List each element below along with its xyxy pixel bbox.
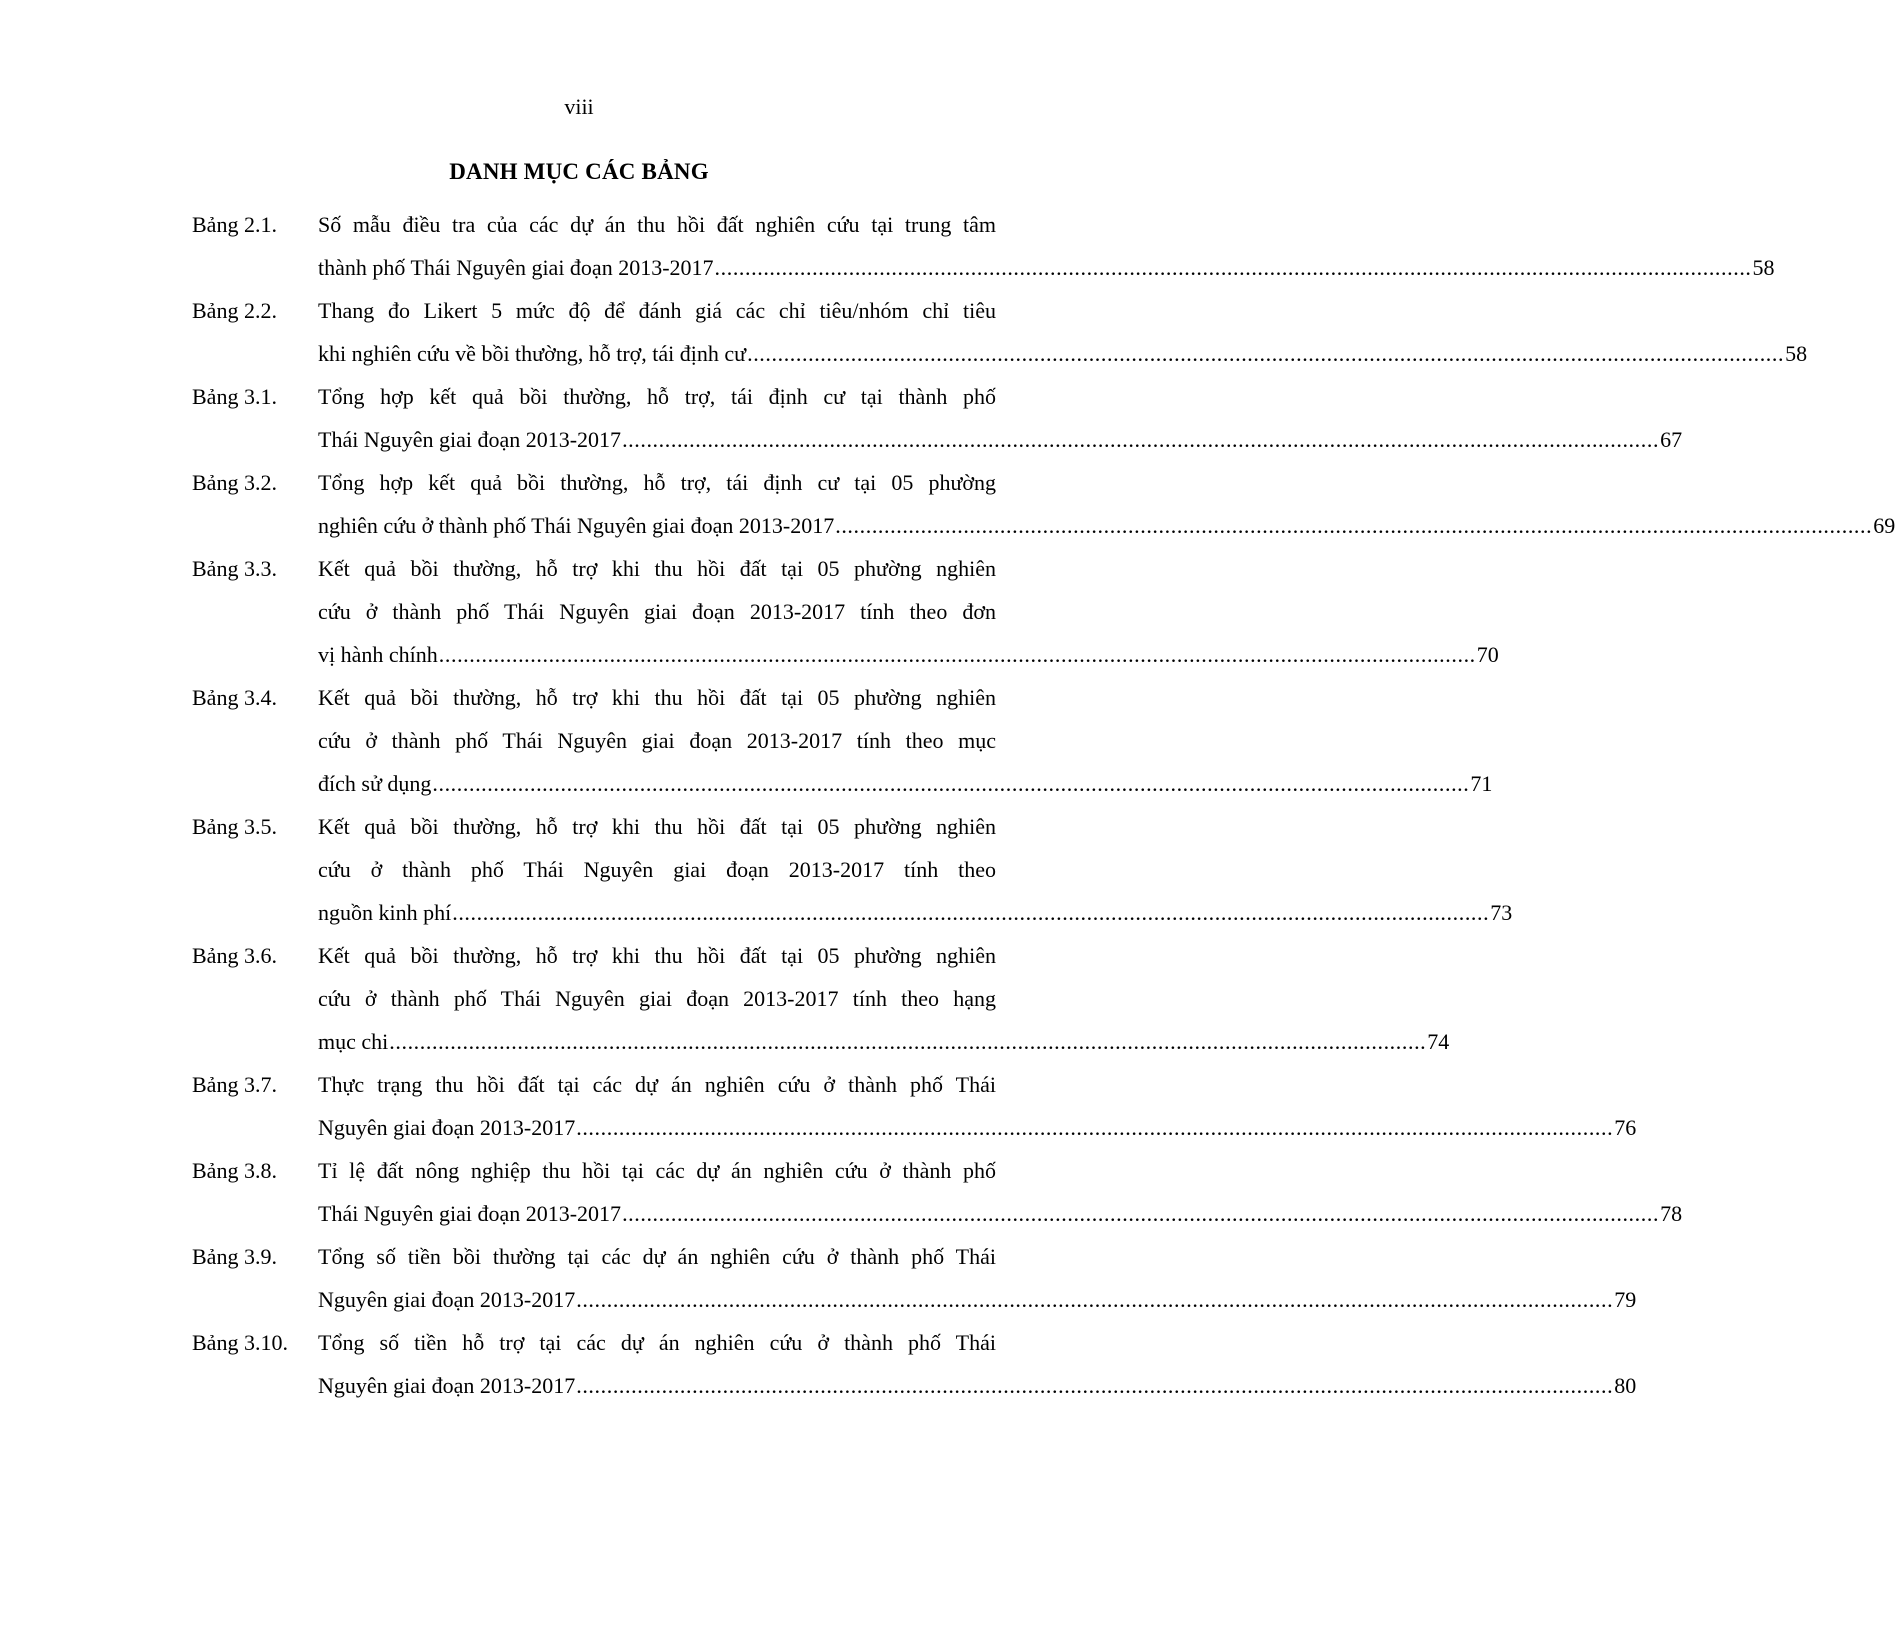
table-entry-text: Số mẫu điều tra của các dự án thu hồi đất nghiên cứu tại trung tâm (318, 212, 996, 237)
page-reference: 79 (1614, 1287, 1637, 1312)
table-entry (0, 805, 1513, 934)
table-entry-text: cứu ở thành phố Thái Nguyên giai đoạn 2013-2017 tính theo hạng (318, 986, 996, 1011)
dot-leader: .......................................................................................................................................................................... (452, 900, 1490, 925)
table-entry-line (0, 633, 1499, 676)
table-entry (0, 1235, 1637, 1321)
table-entry-line (0, 246, 1775, 289)
page-reference: 67 (1660, 427, 1683, 452)
table-entry (0, 289, 1808, 375)
table-entry-text: Thái Nguyên giai đoạn 2013-2017 (318, 427, 622, 452)
table-entry (0, 1321, 1637, 1407)
table-entry-line (0, 590, 1158, 633)
table-entry-line (0, 1020, 1450, 1063)
table-entry-label: Bảng 3.8. (192, 1158, 277, 1183)
table-entry-line (0, 1106, 1637, 1149)
dot-leader: .......................................................................................................................................................................... (389, 1029, 1427, 1054)
table-entry-text: cứu ở thành phố Thái Nguyên giai đoạn 2013-2017 tính theo (318, 857, 996, 882)
table-entry-text: nguồn kinh phí (318, 900, 452, 925)
table-entry-label: Bảng 3.6. (192, 943, 277, 968)
table-entry-text: Nguyên giai đoạn 2013-2017 (318, 1115, 576, 1140)
table-entry-label: Bảng 3.7. (192, 1072, 277, 1097)
page-reference: 58 (1752, 255, 1775, 280)
table-entry-final-line (318, 762, 1493, 805)
table-entry-text: Nguyên giai đoạn 2013-2017 (318, 1287, 576, 1312)
table-entry-final-line (318, 1020, 1450, 1063)
table-entry-final-line (318, 633, 1499, 676)
page-reference: 76 (1614, 1115, 1637, 1140)
page-reference: 74 (1427, 1029, 1450, 1054)
table-entry (0, 934, 1450, 1063)
table-entry-line (0, 1278, 1637, 1321)
table-entry-line (0, 977, 1158, 1020)
table-entry-text: nghiên cứu ở thành phố Thái Nguyên giai đoạn 2013-2017 (318, 513, 835, 538)
table-entry-text: Thang đo Likert 5 mức độ để đánh giá các chỉ tiêu/nhóm chỉ tiêu (318, 298, 996, 323)
table-entry-text: Thực trạng thu hồi đất tại các dự án nghiên cứu ở thành phố Thái (318, 1072, 996, 1097)
page-number: viii (564, 94, 594, 119)
table-entry-line (0, 504, 1895, 547)
page-reference: 70 (1476, 642, 1499, 667)
table-entry-label: Bảng 3.9. (192, 1244, 277, 1269)
page-reference: 69 (1873, 513, 1895, 538)
table-entry-final-line (318, 504, 1895, 547)
table-entry-line (0, 461, 1158, 504)
table-entry-final-line (318, 1192, 1683, 1235)
dot-leader: .......................................................................................................................................................................... (622, 1201, 1660, 1226)
table-entry-label: Bảng 3.3. (192, 556, 277, 581)
page-reference: 80 (1614, 1373, 1637, 1398)
table-entry-line (0, 418, 1683, 461)
table-entry-line (0, 375, 1158, 418)
table-entry-line (0, 934, 1158, 977)
table-entry (0, 375, 1683, 461)
table-entry-line (0, 805, 1158, 848)
table-entry-line (0, 1364, 1637, 1407)
dot-leader: .......................................................................................................................................................................... (622, 427, 1660, 452)
table-entry-text: Tổng hợp kết quả bồi thường, hỗ trợ, tái định cư tại thành phố (318, 384, 996, 409)
dot-leader: .......................................................................................................................................................................... (576, 1115, 1614, 1140)
table-entry-text: đích sử dụng (318, 771, 432, 796)
table-list (0, 203, 1895, 1407)
table-entry (0, 461, 1895, 547)
table-entry-label: Bảng 3.2. (192, 470, 277, 495)
table-entry-label: Bảng 3.10. (192, 1330, 288, 1355)
table-entry-line (0, 676, 1158, 719)
table-entry-text: mục chi (318, 1029, 389, 1054)
table-entry-line (0, 289, 1158, 332)
table-entry-line (0, 719, 1158, 762)
table-entry-final-line (318, 418, 1683, 461)
table-entry-line (0, 891, 1513, 934)
table-entry-final-line (318, 891, 1513, 934)
table-entry-text: Nguyên giai đoạn 2013-2017 (318, 1373, 576, 1398)
table-entry-line (0, 203, 1158, 246)
table-entry (0, 676, 1493, 805)
table-entry-line (0, 1149, 1158, 1192)
table-entry-line (0, 547, 1158, 590)
table-entry-final-line (318, 246, 1775, 289)
table-entry-text: Kết quả bồi thường, hỗ trợ khi thu hồi đất tại 05 phường nghiên (318, 685, 996, 710)
table-entry-line (0, 762, 1493, 805)
table-entry-line (0, 1063, 1158, 1106)
table-entry-label: Bảng 2.2. (192, 298, 277, 323)
table-entry-text: Kết quả bồi thường, hỗ trợ khi thu hồi đất tại 05 phường nghiên (318, 814, 996, 839)
page-reference: 73 (1490, 900, 1513, 925)
table-entry-text: vị hành chính (318, 642, 438, 667)
table-entry-text: Thái Nguyên giai đoạn 2013-2017 (318, 1201, 622, 1226)
table-entry (0, 1149, 1683, 1235)
table-entry-line (0, 848, 1158, 891)
table-entry-text: cứu ở thành phố Thái Nguyên giai đoạn 2013-2017 tính theo đơn (318, 599, 996, 624)
table-entry-text: Kết quả bồi thường, hỗ trợ khi thu hồi đất tại 05 phường nghiên (318, 556, 996, 581)
table-entry-label: Bảng 3.1. (192, 384, 277, 409)
table-entry-text: thành phố Thái Nguyên giai đoạn 2013-2017 (318, 255, 714, 280)
dot-leader: .......................................................................................................................................................................... (835, 513, 1873, 538)
table-entry-line (0, 332, 1808, 375)
table-entry (0, 547, 1499, 676)
table-entry-line (0, 1235, 1158, 1278)
dot-leader: .......................................................................................................................................................................... (576, 1373, 1614, 1398)
table-entry-line (0, 1192, 1683, 1235)
table-entry-line (0, 1321, 1158, 1364)
page-reference: 78 (1660, 1201, 1683, 1226)
table-entry-text: Tỉ lệ đất nông nghiệp thu hồi tại các dự án nghiên cứu ở thành phố (318, 1158, 996, 1183)
table-entry-text: khi nghiên cứu về bồi thường, hỗ trợ, tái định cư (318, 341, 747, 366)
table-entry-label: Bảng 3.4. (192, 685, 277, 710)
dot-leader: .......................................................................................................................................................................... (438, 642, 1476, 667)
dot-leader: .......................................................................................................................................................................... (747, 341, 1785, 366)
table-entry-text: Tổng số tiền hỗ trợ tại các dự án nghiên cứu ở thành phố Thái (318, 1330, 996, 1355)
table-entry-text: Tổng số tiền bồi thường tại các dự án nghiên cứu ở thành phố Thái (318, 1244, 996, 1269)
table-entry-label: Bảng 3.5. (192, 814, 277, 839)
page-reference: 58 (1785, 341, 1808, 366)
table-entry-final-line (318, 1106, 1637, 1149)
page-title: DANH MỤC CÁC BẢNG (449, 159, 709, 184)
table-entry-text: cứu ở thành phố Thái Nguyên giai đoạn 2013-2017 tính theo mục (318, 728, 996, 753)
table-entry (0, 1063, 1637, 1149)
table-entry-label: Bảng 2.1. (192, 212, 277, 237)
dot-leader: .......................................................................................................................................................................... (576, 1287, 1614, 1312)
dot-leader: .......................................................................................................................................................................... (432, 771, 1470, 796)
table-entry-final-line (318, 1278, 1637, 1321)
table-entry-text: Tổng hợp kết quả bồi thường, hỗ trợ, tái định cư tại 05 phường (318, 470, 996, 495)
page-reference: 71 (1470, 771, 1493, 796)
table-entry (0, 203, 1775, 289)
table-entry-text: Kết quả bồi thường, hỗ trợ khi thu hồi đất tại 05 phường nghiên (318, 943, 996, 968)
table-entry-final-line (318, 1364, 1637, 1407)
dot-leader: .......................................................................................................................................................................... (714, 255, 1752, 280)
table-entry-final-line (318, 332, 1808, 375)
